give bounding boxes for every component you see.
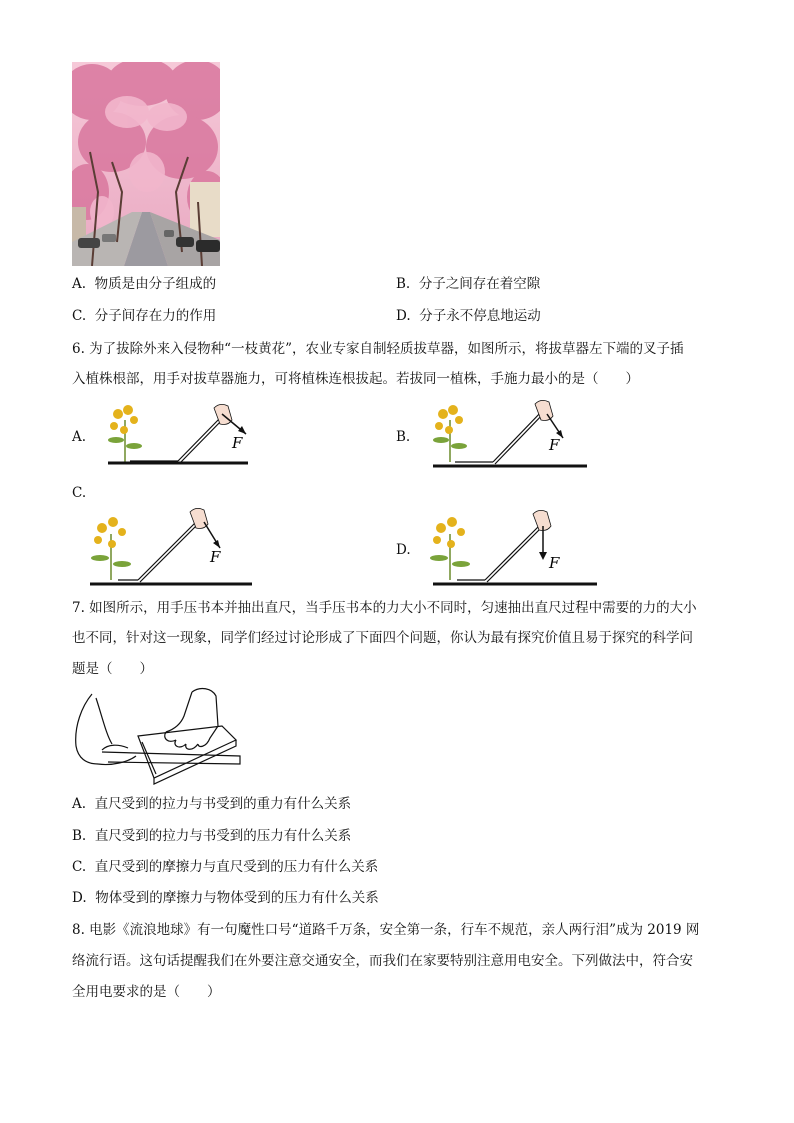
q7-option-d[interactable] (72, 888, 379, 908)
q7-option-c[interactable] (72, 857, 378, 877)
option-letter: A. (72, 796, 87, 812)
option-text: 分子间存在力的作用 (94, 308, 217, 324)
option-letter: C. (72, 859, 87, 875)
q6-stem-line2: 入植株根部，用手对拔草器施力，可将植株连根拔起。若拔同一植株，手施力最小的是（ ） (72, 371, 639, 387)
q6-figure-c (86, 508, 256, 590)
goldenrod-plant-icon (433, 405, 467, 462)
option-letter: A. (72, 276, 87, 292)
q5-option-c[interactable] (72, 306, 216, 326)
force-label: F (232, 434, 243, 452)
force-label: F (210, 548, 221, 566)
goldenrod-plant-icon (91, 517, 131, 580)
q8-stem-line3: 全用电要求的是（ ） (72, 984, 221, 1000)
q7-option-a[interactable] (72, 794, 351, 814)
option-letter: B. (72, 828, 87, 844)
option-letter: B. (396, 276, 411, 292)
q7-option-b[interactable] (72, 826, 351, 846)
q7-book-ruler-figure (72, 686, 250, 786)
option-text: 直尺受到的拉力与书受到的重力有什么关系 (94, 796, 352, 812)
q7-stem-line1: 7. 如图所示，用手压书本并抽出直尺，当手压书本的力大小不同时，匀速抽出直尺过程中需要的力的大小 (72, 600, 697, 616)
force-label: F (549, 436, 560, 454)
option-letter: D. (72, 890, 87, 906)
q8-stem-line1: 8. 电影《流浪地球》有一句魔性口号“道路千万条，安全第一条，行车不规范，亲人两行泪”成为 2019 网 (72, 922, 700, 938)
option-letter: D. (396, 308, 411, 324)
q5-option-b[interactable] (396, 274, 540, 294)
hand-icon (535, 400, 553, 420)
option-text: 物体受到的摩擦力与物体受到的压力有什么关系 (95, 890, 379, 906)
force-label: F (549, 554, 560, 572)
option-text: 分子之间存在着空隙 (418, 276, 541, 292)
q6-option-d-label[interactable]: D. (396, 542, 411, 558)
hand-icon (533, 510, 551, 530)
option-letter: C. (72, 308, 87, 324)
q6-figure-a (100, 400, 255, 472)
option-text: 物质是由分子组成的 (94, 276, 217, 292)
option-text: 直尺受到的摩擦力与直尺受到的压力有什么关系 (94, 859, 379, 875)
q8-stem-line2: 络流行语。这句话提醒我们在外要注意交通安全，而我们在家要特别注意用电安全。下列做法中，符合安 (72, 953, 693, 969)
option-text: 分子永不停息地运动 (419, 308, 541, 324)
q6-figure-d (425, 508, 600, 590)
cherry-blossom-photo (72, 62, 220, 266)
option-text: 直尺受到的拉力与书受到的压力有什么关系 (94, 828, 352, 844)
goldenrod-plant-icon (430, 517, 470, 580)
q6-option-a-label[interactable]: A. (72, 429, 87, 445)
goldenrod-plant-icon (108, 405, 142, 462)
q6-figure-b (425, 400, 590, 472)
q7-stem-line3: 题是（ ） (72, 661, 153, 677)
q6-option-c-label[interactable]: C. (72, 485, 87, 501)
q6-option-b-label[interactable]: B. (396, 429, 411, 445)
q6-stem-line1: 6. 为了拔除外来入侵物种“一枝黄花”，农业专家自制轻质拔草器，如图所示，将拔草器左下端的叉子插 (72, 341, 684, 357)
q5-option-d[interactable] (396, 306, 541, 326)
q7-stem-line2: 也不同，针对这一现象，同学们经过讨论形成了下面四个问题，你认为最有探究价值且易于探究的科学问 (72, 630, 693, 646)
q5-option-a[interactable] (72, 274, 216, 294)
